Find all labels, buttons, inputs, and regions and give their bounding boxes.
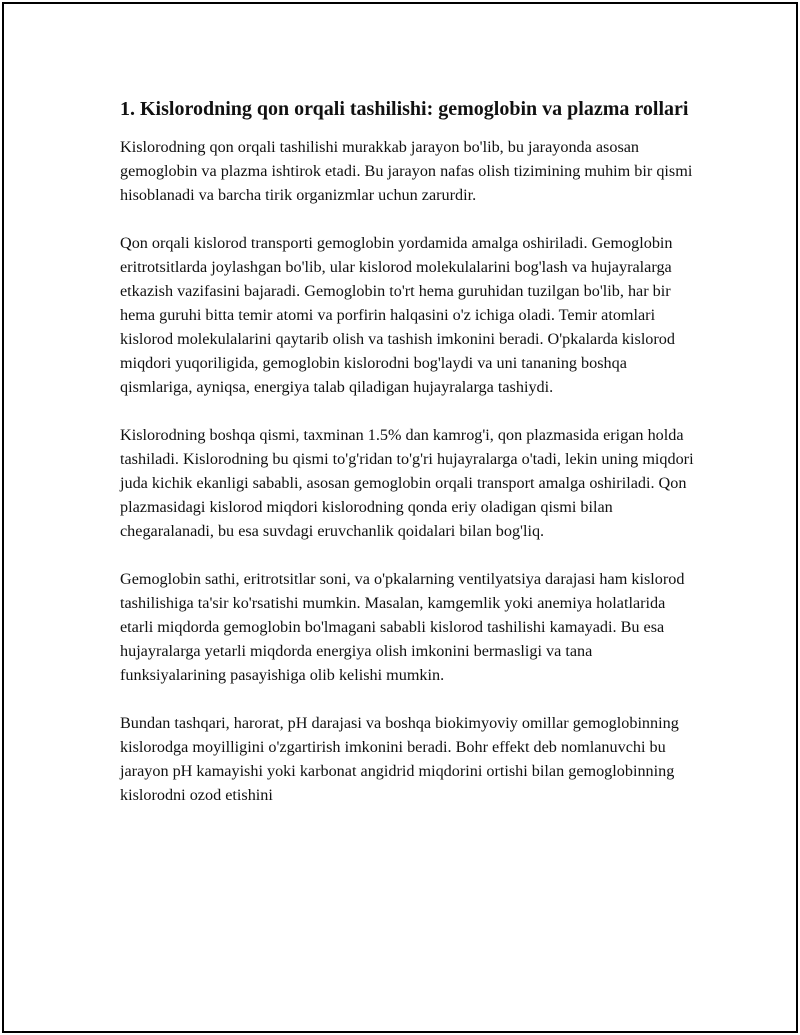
paragraph-influencing-factors: Gemoglobin sathi, eritrotsitlar soni, va o'pkalarning ventilyatsiya darajasi ham kislorod tashilishiga ta'sir ko'rsatishi mumkin. Masalan, kamgemlik yoki anemiya holatlarida etarli miqdorda gemoglobin bo'lmagani sababli kislorod tashilishi kamayadi. Bu esa hujayralarga yetarli miqdorda energiya olish imkonini bermasligi va tana funksiyalarining pasayishiga olib kelishi mumkin. [120, 570, 685, 684]
paragraph-bohr-effect: Bundan tashqari, harorat, pH darajasi va boshqa biokimyoviy omillar gemoglobinning kislorodga moyilligini o'zgartirish imkonini beradi. Bohr effekt deb nomlanuvchi bu jarayon pH kamayishi yoki karbonat angidrid miqdorini ortishi bilan gemoglobinning kislorodni ozod etishini [120, 714, 679, 804]
section-heading: 1. Kislorodning qon orqali tashilishi: gemoglobin va plazma rollari [120, 98, 689, 120]
document-content [120, 96, 700, 831]
paragraph-plasma-oxygen: Kislorodning boshqa qismi, taxminan 1.5% dan kamrog'i, qon plazmasida erigan holda tashiladi. Kislorodning bu qismi to'g'ridan to'g'ri hujayralarga o'tadi, lekin uning miqdori juda kichik ekanligi sababli, asosan gemoglobin orqali transport amalga oshiriladi. Qon plazmasidagi kislorod miqdori kislorodning qonda eriy oladigan qismi bilan chegaralanadi, bu esa suvdagi eruvchanlik qoidalari bilan bog'liq. [120, 426, 694, 540]
paragraph-hemoglobin-transport: Qon orqali kislorod transporti gemoglobin yordamida amalga oshiriladi. Gemoglobin eritrotsitlarda joylashgan bo'lib, ular kislorod molekulalarini bog'lash va hujayralarga etkazish vazifasini bajaradi. Gemoglobin to'rt hema guruhidan tuzilgan bo'lib, har bir hema guruhi bitta temir atomi va porfirin halqasini o'z ichiga oladi. Temir atomlari kislorod molekulalarini qaytarib olish va tashish imkonini beradi. O'pkalarda kislorod miqdori yuqoriligida, gemoglobin kislorodni bog'laydi va uni tananing boshqa qismlariga, ayniqsa, energiya talab qiladigan hujayralarga tashiydi. [120, 234, 675, 396]
paragraph-intro: Kislorodning qon orqali tashilishi murakkab jarayon bo'lib, bu jarayonda asosan gemoglobin va plazma ishtirok etadi. Bu jarayon nafas olish tizimining muhim bir qismi hisoblanadi va barcha tirik organizmlar uchun zarurdir. [120, 138, 693, 204]
document-page [2, 2, 798, 1033]
